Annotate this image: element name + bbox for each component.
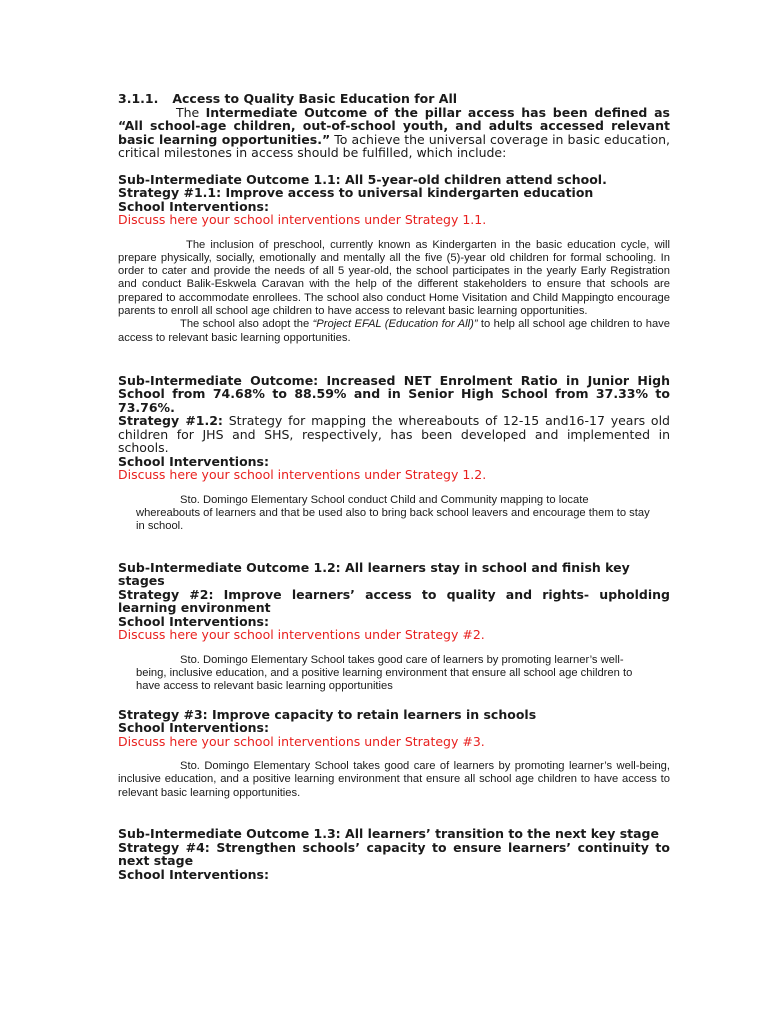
section-heading <box>118 92 670 106</box>
section-title: Access to Quality Basic Education for All <box>172 91 458 106</box>
sub-outcome-heading: Sub-Intermediate Outcome: Increased NET Enrolment Ratio in Junior High School from 74.68% to 88.59% and in Senior High School from 37.33% to 73.76%. <box>118 372 670 415</box>
interventions-prompt: Discuss here your school interventions under Strategy 1.2. <box>118 467 487 483</box>
interventions-label: School Interventions: <box>118 866 270 882</box>
intro-bold-text: Intermediate Outcome of the pillar access has been defined as “All school-age children, out-of-school youth, and adults accessed relevant basic learning opportunities.” <box>118 104 670 147</box>
sub-outcome-heading: Sub-Intermediate Outcome 1.3: All learners’ transition to the next key stage <box>118 826 659 842</box>
section-number: 3.1.1. <box>118 91 159 106</box>
section-intro <box>118 106 670 160</box>
document-page <box>118 92 670 881</box>
project-name: “Project EFAL (Education for All)” <box>312 318 478 331</box>
interventions-prompt: Discuss here your school interventions under Strategy #2. <box>118 627 485 643</box>
strategy-heading: Strategy #1.1: Improve access to universal kindergarten education <box>118 185 594 200</box>
body-paragraph <box>118 318 670 345</box>
interventions-prompt: Discuss here your school interventions under Strategy #3. <box>118 733 485 749</box>
body-paragraph: Sto. Domingo Elementary School takes good care of learners by promoting learner’s well-being, inclusive education, and a positive learning environment that ensure all school age children to have access to relevant basic learning opportunities. <box>118 760 670 799</box>
strategy-text: Strategy for mapping the whereabouts of 12-15 and16-17 years old children for JHS and SHS, respectively, has been developed and implemented in schools. <box>118 413 670 456</box>
strategy-label: Strategy #1.2: <box>118 413 223 429</box>
interventions-label: School Interventions: <box>118 613 270 629</box>
interventions-label: School Interventions: <box>118 720 270 736</box>
strategy-heading: Strategy #3: Improve capacity to retain learners in schools <box>118 706 537 722</box>
body-paragraph: Sto. Domingo Elementary School takes good care of learners by promoting learner’s well-being, inclusive education, and a positive learning environment that ensure all school age children to have access to relevant basic learning opportunities <box>136 653 633 693</box>
interventions-prompt: Discuss here your school interventions under Strategy 1.1. <box>118 212 487 227</box>
strategy-heading: Strategy #2: Improve learners’ access to quality and rights- upholding learning environment <box>118 586 670 616</box>
sub-outcome-heading: Sub-Intermediate Outcome 1.2: All learners stay in school and finish key stages <box>118 559 630 589</box>
para-text-end: to help all school age children to have access to relevant basic learning opportunities. <box>118 318 670 344</box>
body-paragraph: Sto. Domingo Elementary School conduct Child and Community mapping to locate whereabouts of learners and that be used also to bring back school leavers and encourage them to stay in school. <box>136 493 650 533</box>
strategy-paragraph <box>118 414 670 455</box>
body-paragraph: The inclusion of preschool, currently known as Kindergarten in the basic education cycle, will prepare physically, socially, emotionally and mentally all the five (5)-year old children for formal schooling. In order to cater and provide the needs of all 5 year-old, the school participates in the yearly Early Registration and conduct Balik-Eskwela Caravan with the help of the different stakeholders to ensure that schools are prepared to accommodate enrollees. The school also conduct Home Visitation and Child Mappingto encourage parents to enroll all school age children to have access to relevant basic learning opportunities. <box>118 238 670 317</box>
intro-text: The <box>176 104 206 120</box>
strategy-heading: Strategy #4: Strengthen schools’ capacity to ensure learners’ continuity to next stage <box>118 839 670 869</box>
interventions-label: School Interventions: <box>118 453 270 469</box>
intro-text-end: To achieve the universal coverage in basic education, critical milestones in access should be fulfilled, which include: <box>118 131 670 160</box>
sub-outcome-heading: Sub-Intermediate Outcome 1.1: All 5-year-old children attend school. <box>118 171 607 187</box>
para-text: The school also adopt the <box>180 318 313 331</box>
interventions-label: School Interventions: <box>118 198 270 214</box>
